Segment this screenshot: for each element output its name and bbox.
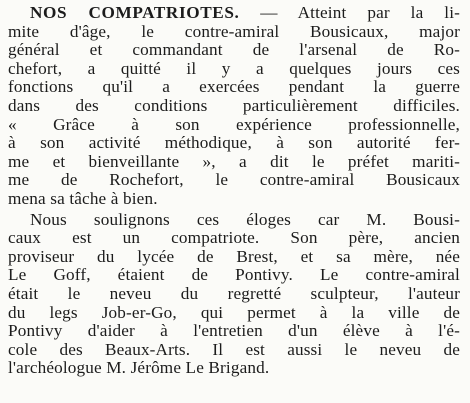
article-line: chefort, a quitté il y a quelques jours ces [8, 59, 460, 78]
article-line: du legs Job-er-Go, qui permet à la ville de [8, 303, 460, 322]
article-line [8, 4, 460, 23]
article-line: dans des conditions particulièrement difficiles. [8, 96, 460, 115]
article-line: Nous soulignons ces éloges car M. Bousi- [30, 210, 460, 229]
article-line: Pontivy d'aider à l'entretien d'un élève à l'é- [8, 322, 460, 341]
article-line: l'archéologue M. Jérôme Le Brigand. [8, 359, 270, 378]
article-line: cole des Beaux-Arts. Il est aussi le neveu de [8, 340, 460, 359]
article-line: était le neveu du regretté sculpteur, l'auteur [8, 284, 460, 303]
article-paragraph-2 [8, 211, 460, 378]
article-line: me et bienveillante », a dit le préfet mariti- [8, 152, 460, 171]
article-paragraph-1 [8, 4, 460, 209]
article-line: caux est un compatriote. Son père, ancien [8, 229, 460, 248]
article-heading: NOS COMPATRIOTES. [30, 4, 240, 22]
article-heading-continuation: — Atteint par la li- [239, 4, 460, 22]
article-line: proviseur du lycée de Brest, et sa mère, née [8, 247, 460, 266]
article-line: mena sa tâche à bien. [8, 189, 158, 208]
article-line: mite d'âge, le contre-amiral Bousicaux, major [8, 22, 460, 41]
article-line: général et commandant de l'arsenal de Ro- [8, 41, 460, 60]
article-line: fonctions qu'il a exercées pendant la guerre [8, 78, 460, 97]
article-line: me de Rochefort, le contre-amiral Bousicaux [8, 171, 460, 190]
article-line: « Grâce à son expérience professionnelle, [8, 115, 460, 134]
article-line: Le Goff, étaient de Pontivy. Le contre-amiral [8, 266, 460, 285]
article-line: à son activité méthodique, à son autorité fer- [8, 134, 460, 153]
